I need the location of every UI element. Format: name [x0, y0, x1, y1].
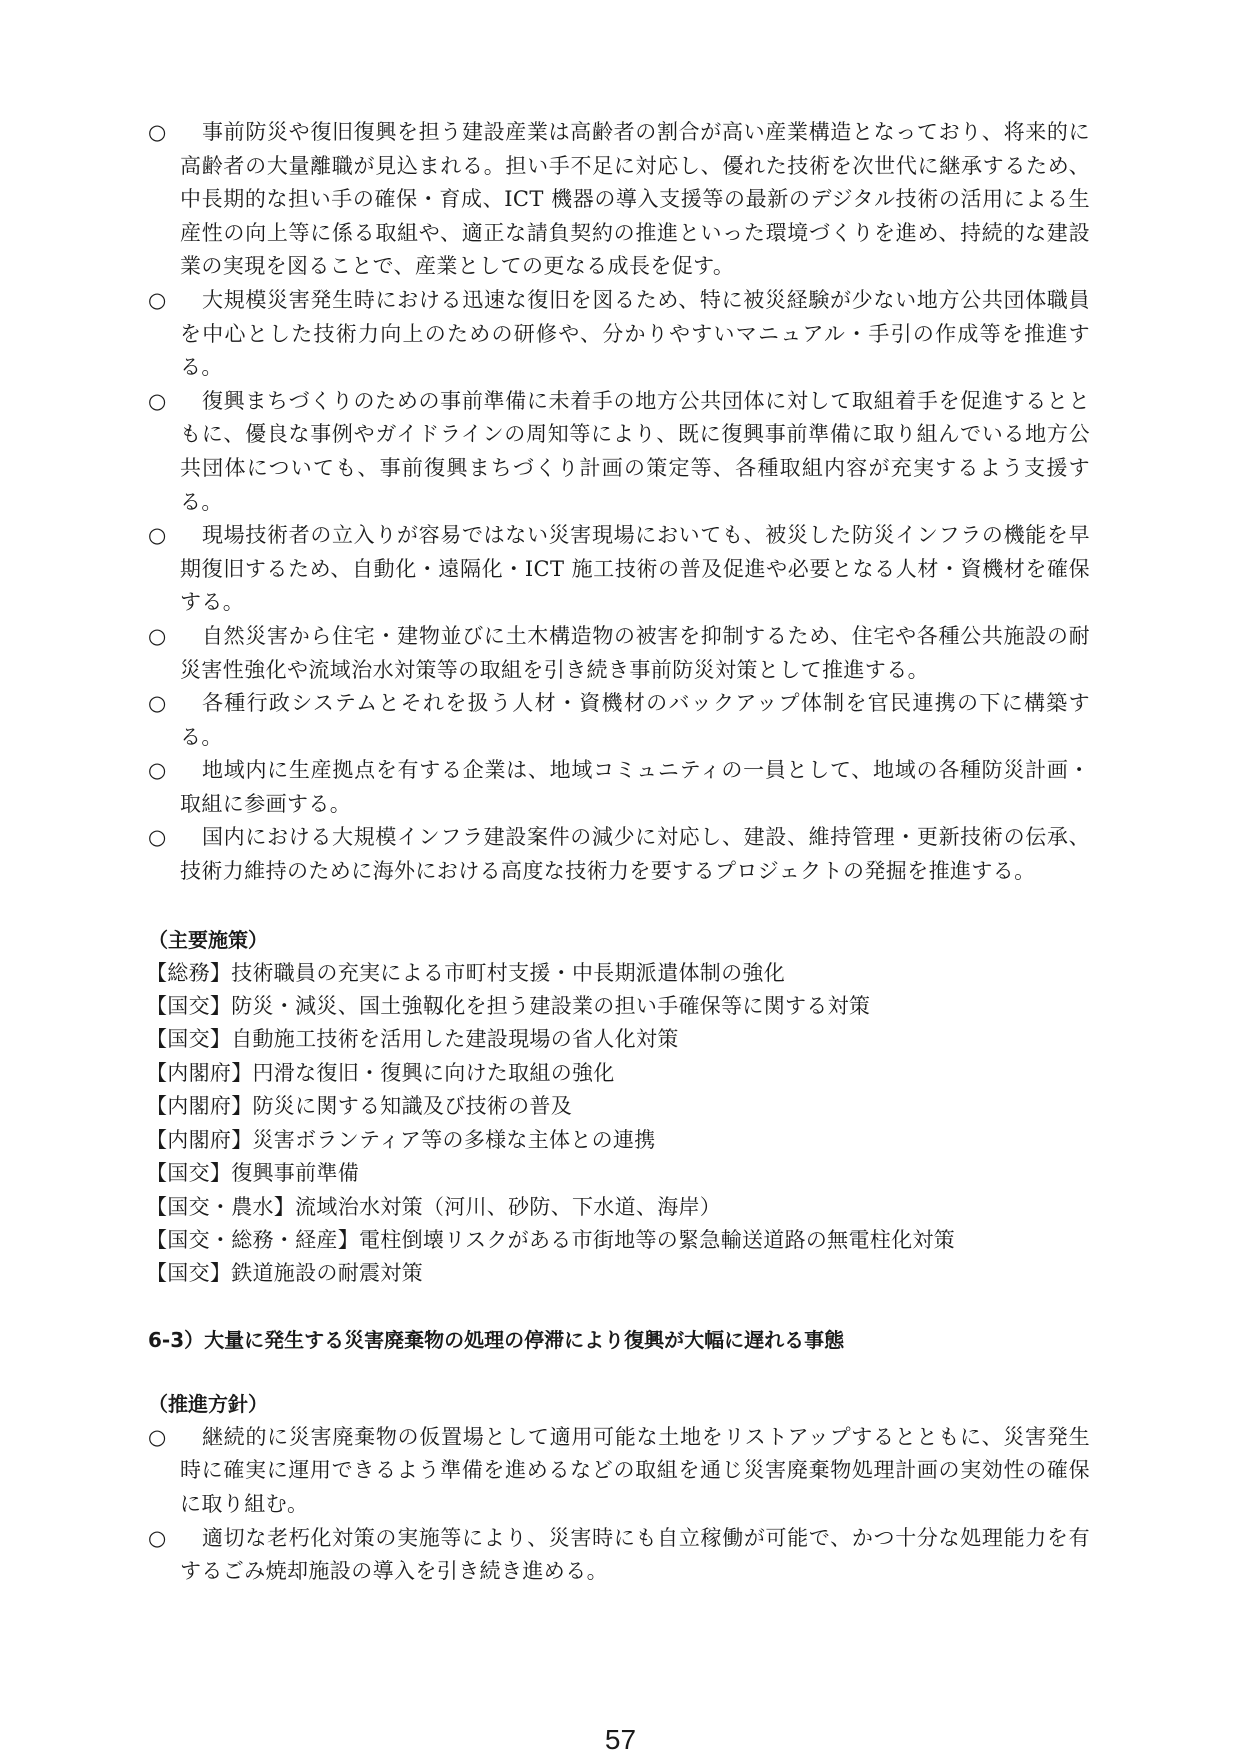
bullet-text: 復興まちづくりのための事前準備に未着手の地方公共団体に対して取組着手を促進するとともに、優良な事例やガイドラインの周知等により、既に復興事前準備に取り組んでいる地方公共団体についても、事前復興まちづくり計画の策定等、各種取組内容が充実するよう支援する。: [180, 388, 1090, 514]
list-item: [150, 116, 1090, 284]
main-measures-list: [146, 957, 1090, 1291]
bullet-text: 事前防災や復旧復興を担う建設産業は高齢者の割合が高い産業構造となっており、将来的に高齢者の大量離職が見込まれる。担い手不足に対応し、優れた技術を次世代に継承するため、中長期的な担い手の確保・育成、ICT 機器の導入支援等の最新のデジタル技術の活用による生産性の向上等に係る取組や、適正な請負契約の推進といった環境づくりを進め、持続的な建設業の実現を図ることで、産業としての更なる成長を促す。: [180, 120, 1090, 279]
bullet-text: 自然災害から住宅・建物並びに土木構造物の被害を抑制するため、住宅や各種公共施設の耐災害性強化や流域治水対策等の取組を引き続き事前防災対策として推進する。: [180, 623, 1090, 682]
bullet-text: 大規模災害発生時における迅速な復旧を図るため、特に被災経験が少ない地方公共団体職員を中心とした技術力向上のための研修や、分かりやすいマニュアル・手引の作成等を推進する。: [180, 287, 1090, 380]
circle-bullet-icon: ○: [148, 825, 167, 850]
policy-heading: （推進方針）: [148, 1391, 268, 1416]
list-item: [150, 284, 1090, 385]
list-item: [150, 687, 1090, 754]
circle-bullet-icon: ○: [148, 1525, 167, 1550]
bullet-text: 現場技術者の立入りが容易ではない災害現場においても、被災した防災インフラの機能を早期復旧するため、自動化・遠隔化・ICT 施工技術の普及促進や必要となる人材・資機材を確保する。: [180, 523, 1090, 615]
circle-bullet-icon: ○: [148, 523, 167, 548]
page-number: 57: [604, 1724, 637, 1755]
list-item: [150, 1522, 1090, 1589]
measure-item: 【国交】自動施工技術を活用した建設現場の省人化対策: [146, 1027, 679, 1052]
policy-bullet-list: [150, 1421, 1090, 1589]
circle-bullet-icon: ○: [148, 623, 167, 648]
list-item: [150, 1421, 1090, 1522]
circle-bullet-icon: ○: [148, 691, 167, 716]
bullet-text: 地域内に生産拠点を有する企業は、地域コミュニティの一員として、地域の各種防災計画・取組に参画する。: [180, 758, 1090, 816]
bullet-text: 各種行政システムとそれを扱う人材・資機材のバックアップ体制を官民連携の下に構築する。: [180, 691, 1090, 749]
list-item: [150, 385, 1090, 519]
subsection-title: 6-3）大量に発生する災害廃棄物の処理の停滞により復興が大幅に遅れる事態: [148, 1327, 845, 1352]
bullet-text: 継続的に災害廃棄物の仮置場として適用可能な土地をリストアップするとともに、災害発生時に確実に運用できるよう準備を進めるなどの取組を通じ災害廃棄物処理計画の実効性の確保に取り組む。: [180, 1424, 1090, 1516]
bullet-text: 適切な老朽化対策の実施等により、災害時にも自立稼働が可能で、かつ十分な処理能力を有するごみ焼却施設の導入を引き続き進める。: [180, 1525, 1090, 1584]
bullet-text: 国内における大規模インフラ建設案件の減少に対応し、建設、維持管理・更新技術の伝承、技術力維持のために海外における高度な技術力を要するプロジェクトの発掘を推進する。: [180, 825, 1090, 884]
measure-item: 【総務】技術職員の充実による市町村支援・中長期派遣体制の強化: [146, 960, 785, 985]
circle-bullet-icon: ○: [148, 1424, 167, 1449]
list-item: [150, 754, 1090, 821]
list-item: [150, 821, 1090, 888]
circle-bullet-icon: ○: [148, 758, 167, 783]
measure-item: 【国交・総務・経産】電柱倒壊リスクがある市街地等の緊急輸送道路の無電柱化対策: [146, 1227, 955, 1252]
main-measures-heading: （主要施策）: [148, 927, 268, 952]
measure-item: 【国交】鉄道施設の耐震対策: [146, 1261, 423, 1286]
measure-item: 【国交】復興事前準備: [146, 1161, 359, 1186]
document-page: [146, 116, 1090, 1589]
measure-item: 【内閣府】円滑な復旧・復興に向けた取組の強化: [146, 1060, 615, 1085]
measure-item: 【国交】防災・減災、国土強靱化を担う建設業の担い手確保等に関する対策: [146, 994, 871, 1019]
circle-bullet-icon: ○: [148, 388, 167, 413]
list-item: [150, 620, 1090, 687]
list-item: [150, 519, 1090, 620]
circle-bullet-icon: ○: [148, 120, 167, 144]
measure-item: 【内閣府】災害ボランティア等の多様な主体との連携: [146, 1127, 656, 1152]
measure-item: 【内閣府】防災に関する知識及び技術の普及: [146, 1094, 572, 1119]
top-bullet-list: [150, 116, 1090, 889]
circle-bullet-icon: ○: [148, 287, 167, 312]
measure-item: 【国交・農水】流域治水対策（河川、砂防、下水道、海岸）: [146, 1194, 722, 1219]
